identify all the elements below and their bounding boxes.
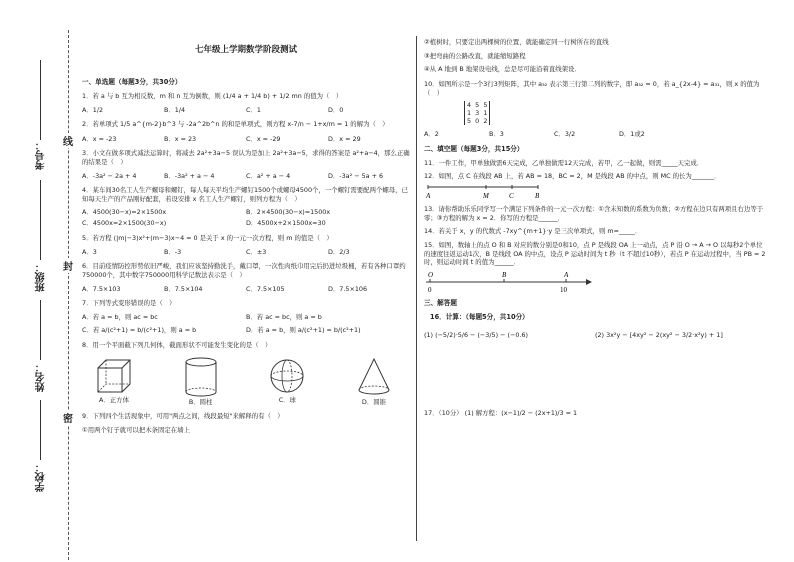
question-8: 8．用一个平面截下列几何体，截面形状不可能发生变化的是（ ） [82,341,272,350]
option[interactable]: C．若 a/(c²+1) = b/(c²+1)，则 a = b [82,326,197,335]
school-label: 学校： [36,462,47,492]
section-2-heading: 二、填空题（每题3分，共15分） [424,144,524,153]
tick-label: 10 [560,285,567,294]
question-9-item-1: ①用两个钉子就可以把木条固定在墙上 [82,425,190,434]
question-1: 1．若 a 与 b 互为相反数，m 和 n 互为倒数，则 (1/4 a + 1/4 b) + 1/2 mn 的值为（ ） [82,91,343,100]
question-9: 9．下列四个生活现象中，可用"两点之间，线段最短"来解释的有（ ） [82,412,284,421]
question-16-part-1: (1) (−5/2)·5/6 − (−3/5) − (−0.6) [424,330,528,339]
matrix-cell: 5 [475,101,480,110]
cylinder-option[interactable] [181,356,221,407]
cube-option[interactable] [94,356,134,407]
question-11: 11．一件工作，甲单独做需6天完成，乙单独做需12天完成，若甲，乙一起做，则需_____天完成． [424,158,704,167]
question-2: 2．若单项式 1/5 a^{m-2}b^3 与 -2a^2b^n 的和是单项式，则方程 x-7/n − 1+x/m = 1 的解为（ ） [82,120,389,129]
matrix [464,101,766,125]
point-label: O [428,270,434,279]
question-4-options-row2 [82,219,410,228]
option[interactable]: D．4500x+2×1500x=30 [246,219,326,228]
paper-title: 七年级上学期数学阶段测试 [194,45,297,55]
option[interactable]: B．-3a² + a − 4 [164,171,215,180]
question-3-options [82,172,410,181]
option[interactable]: B．2×4500(30−x)=1500x [246,207,331,216]
matrix-cell: 5 [467,117,472,126]
question-17: 17．（10分） (1) 解方程：(x−1)/2 − (2x+1)/3 = 1 [424,409,578,418]
option[interactable]: C．x = -29 [246,134,281,143]
option[interactable]: A．若 a = b，则 ac = bc [82,312,158,321]
matrix-cell: 4 [467,101,472,110]
option[interactable]: D．2/3 [328,247,350,256]
question-6-options [82,285,410,294]
seal-mark-close: 密 [63,410,73,425]
exam-number-label: 考号： [36,140,47,170]
option[interactable]: B．若 ac = bc，则 a = b [246,312,322,321]
cylinder-icon [181,356,221,398]
exam-number-line [40,60,41,140]
cone-label: D．圆锥 [361,397,387,406]
option[interactable]: D．0 [328,105,344,114]
sphere-icon [267,356,307,396]
point-label: B [535,192,540,201]
right-column [424,38,766,418]
matrix-cell: 1 [467,109,472,118]
point-label: M [483,192,489,201]
option[interactable]: A．4500(30−x)=2×1500x [82,207,167,216]
option[interactable]: B．-3 [164,247,182,256]
cone-icon [354,356,394,398]
matrix-bracket [464,101,490,125]
seal-mark-line: 线 [63,133,73,148]
question-4-options-row1 [82,208,410,217]
option[interactable]: D．7.5×106 [328,284,368,293]
option[interactable]: B．x = 23 [164,134,197,143]
matrix-cell: 5 [483,101,488,110]
matrix-cell: 0 [475,117,480,126]
sphere-label: C．球 [278,395,296,404]
cylinder-label: B．圆柱 [188,397,213,406]
name-line [40,300,41,360]
question-16: 16．计算：（每题5分，共10分） [430,312,529,321]
school-line [40,400,41,460]
question-7-options-row2 [82,326,410,335]
matrix-row [467,101,487,109]
section-1-heading: 一、单选题（每题3分，共30分） [82,78,182,86]
name-label: 姓名： [36,362,47,392]
point-label: C [509,192,514,201]
section-3-heading: 三、解答题 [424,298,457,307]
question-9-item-2: ②植树时，只要定出两棵树的位置，就能确定同一行树所在的直线 [424,38,609,46]
binding-margin [0,0,73,562]
option[interactable]: C．7.5×105 [246,284,285,293]
option[interactable]: C．3/2 [554,130,576,139]
question-13: 13．请你帮助乐乐同学写一个满足下列条件的一元一次方程：①含未知数的系数为负数；②方程在边只有两项且右边等于零；③方程的解为 x = 2．你写的方程是______． [424,205,764,222]
option[interactable]: D．-3a² − 5a + 6 [328,171,384,180]
option[interactable]: A．2 [424,130,439,139]
matrix-row [467,109,487,117]
question-5-options [82,248,410,257]
point-label: A [564,270,569,279]
question-9-item-4: ④从 A 地到 B 地架设电线，总是尽可能沿着直线架设． [424,65,581,74]
cube-icon [94,356,134,396]
question-9-item-3: ③把弯曲的公路改直，就能缩短路程 [424,51,526,60]
left-column [82,78,410,435]
question-16-parts [424,331,766,340]
class-line [40,180,41,260]
option[interactable]: D．x = 29 [328,134,361,143]
point-label: B [502,270,507,279]
option[interactable]: D．1或2 [619,130,645,139]
question-6: 6．目前疫情防控形势依旧严峻，我们应该坚持勤洗手，戴口罩，一次性肉纸巾用完后扔进垃圾桶，若有各种口罩约750000个，其中数字750000用科学记数法表示是（ ） [82,262,406,279]
seal-dashed-line [68,30,69,560]
point-label: A [426,192,431,201]
option[interactable]: D．若 a = b，则 a/(c²+1) = b/(c²+1) [246,326,361,335]
question-2-options [82,135,410,144]
option[interactable]: B．1/4 [164,105,186,114]
question-15: 15．如图，数轴上的点 O 和 B 对应的数分别是0和10，点 P 是线段 OA 上一动点，点 P 沿 O → A → O 以每秒2个单位的速度往返运动1次，B 是线段 OA 的中点，设点 P 运动时间为 t 秒（t 不超过10秒），若点 P 在运动过程中，当 PB = 2 时，则运动时间 t 的值为______． [424,240,766,267]
option[interactable]: A．3 [82,247,97,256]
question-5: 5．若方程 (|m|−3)x²+(m−3)x−4 = 0 是关于 x 的一元一次方程，则 m 的值是（ ） [82,233,333,242]
question-10-options [424,130,684,139]
question-7: 7．下列等式变形错误的是（ ） [82,299,176,308]
question-8-shapes [94,356,394,407]
tick-label: 0 [428,285,432,294]
question-4: 4．某车间30名工人生产螺母和螺钉，每人每天平均生产螺钉1500个或螺母4500个，一个螺钉需要配两个螺母，已知每天生产的产品刚好配套，若设安排 x 名工人生产螺钉，则列方程为（ ） [82,186,408,204]
option[interactable]: A．x = -23 [82,134,117,143]
question-16-part-2: (2) 3x²y − [4xy² − 2(xy² − 3/2·x²y) + 1] [595,330,723,339]
matrix-cell: 2 [483,117,488,126]
question-10: 10．如图所示是一个3行3列矩阵，其中 a₃₂ 表示第三行第二列的数字，即 a₃₂ = 0，若 a_{2x-4} = a₃₁，则 x 的值为（ ） [424,79,760,97]
option[interactable]: B．3 [489,130,504,139]
question-1-options [82,106,410,115]
option[interactable]: C．a² + a − 4 [246,171,291,180]
sphere-option[interactable] [267,356,307,407]
question-14: 14．若关于 x，y 的代数式 -7xy^{m+1}·y 是三次单项式，则 m=_____． [424,227,642,236]
class-label: 班级： [36,262,47,292]
seal-mark-seal: 封 [63,258,73,273]
question-12: 12．如图，点 C 在线段 AB 上，若 AB = 18，BC = 2，M 是线段 AB 的中点，则 MC 的长为_______． [424,172,721,181]
option[interactable]: A．-3a² − 2a + 4 [82,171,137,180]
question-7-options-row1 [82,313,410,322]
question-3: 3．小文在做多项式减法运算时，将减去 2a²+3a−5 误认为是加上 2a²+3a−5，求得的答案是 a²+a−4，那么正确的结果是（ ） [82,149,410,167]
option[interactable]: C．±3 [246,247,267,256]
matrix-row [467,117,487,125]
matrix-cell: 3 [475,109,480,118]
option[interactable]: C．4500x=2×1500(30−x) [82,219,167,228]
cube-label: A．正方体 [99,395,129,404]
option[interactable]: B．7.5×104 [164,284,203,293]
option[interactable]: C．1 [246,105,261,114]
option[interactable]: A．7.5×103 [82,284,121,293]
cone-option[interactable] [354,356,394,407]
matrix-cell: 1 [483,109,488,118]
column-divider [416,36,417,541]
segment-diagram [424,183,574,201]
number-line-diagram [424,269,594,295]
option[interactable]: A．1/2 [82,105,104,114]
